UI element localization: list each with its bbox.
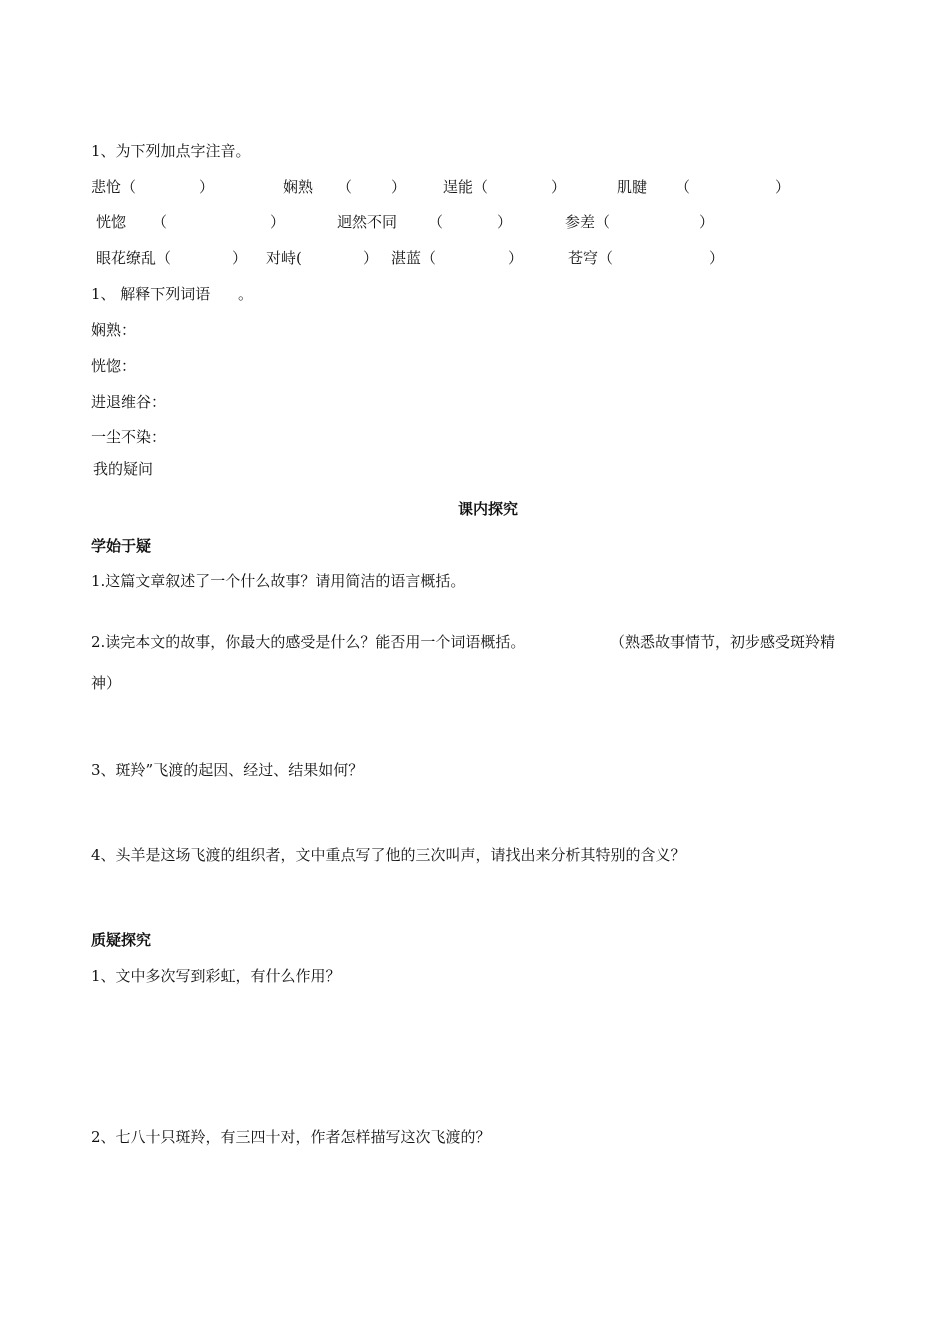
word-cangqiong: 苍穹（	[568, 249, 614, 267]
word-cenci: 参差（	[565, 213, 611, 231]
question-1-title: 1、为下列加点字注音。	[91, 142, 251, 160]
blank-close: ）	[699, 213, 715, 231]
section-heading: 课内探究	[458, 500, 519, 518]
blank-close: ）	[232, 249, 248, 267]
blank-close: ）	[551, 178, 567, 196]
term-huanghu: 恍惚：	[91, 357, 137, 375]
blank-close: ）	[508, 249, 524, 267]
subsection-title: 学始于疑	[91, 537, 152, 555]
blank-close: ）	[709, 249, 725, 267]
word-jijian: 肌腱	[617, 178, 648, 196]
blank-close: ）	[199, 178, 215, 196]
question-2-title: 1、 解释下列词语	[91, 285, 211, 303]
term-yichenburan: 一尘不染：	[91, 428, 167, 446]
question-note: （熟悉故事情节，初步感受斑羚精	[610, 633, 836, 651]
blank-close: ）	[391, 178, 407, 196]
blank-close: ）	[497, 213, 513, 231]
word-duizhi: 对峙(	[266, 249, 302, 267]
word-xianshu: 娴熟	[283, 178, 314, 196]
question-2-period: 。	[238, 285, 254, 303]
question-item: 4、头羊是这场飞渡的组织者，文中重点写了他的三次叫声，请找出来分析其特别的含义？	[91, 846, 686, 864]
blank-open: （	[152, 213, 168, 231]
term-xianshu: 娴熟：	[91, 321, 137, 339]
question-item: 1、文中多次写到彩虹，有什么作用？	[91, 967, 341, 985]
question-item: 3、斑羚”飞渡的起因、经过、结果如何？	[91, 761, 364, 779]
word-jiongranbutong: 迥然不同	[337, 213, 398, 231]
word-zhanlan: 湛蓝（	[391, 249, 437, 267]
my-question-label: 我的疑问	[93, 460, 154, 478]
question-note-continued: 神）	[91, 674, 122, 692]
blank-open: （	[675, 178, 691, 196]
blank-open: （	[428, 213, 444, 231]
blank-close: ）	[363, 249, 379, 267]
word-chengneng: 逞能（	[443, 178, 489, 196]
blank-open: （	[337, 178, 353, 196]
question-item: 2、七八十只斑羚，有三四十对，作者怎样描写这次飞渡的？	[91, 1128, 491, 1146]
blank-close: ）	[270, 213, 286, 231]
blank-close: ）	[775, 178, 791, 196]
term-jintuiweigu: 进退维谷：	[91, 393, 167, 411]
question-item: 1.这篇文章叙述了一个什么故事？请用简洁的语言概括。	[91, 572, 466, 590]
word-huanghu: 恍惚	[96, 213, 127, 231]
word-beichuang: 悲怆（	[91, 178, 137, 196]
question-item: 2.读完本文的故事，你最大的感受是什么？能否用一个词语概括。	[91, 633, 526, 651]
subsection-title: 质疑探究	[91, 931, 152, 949]
word-yanhualiaoluan: 眼花缭乱（	[96, 249, 172, 267]
